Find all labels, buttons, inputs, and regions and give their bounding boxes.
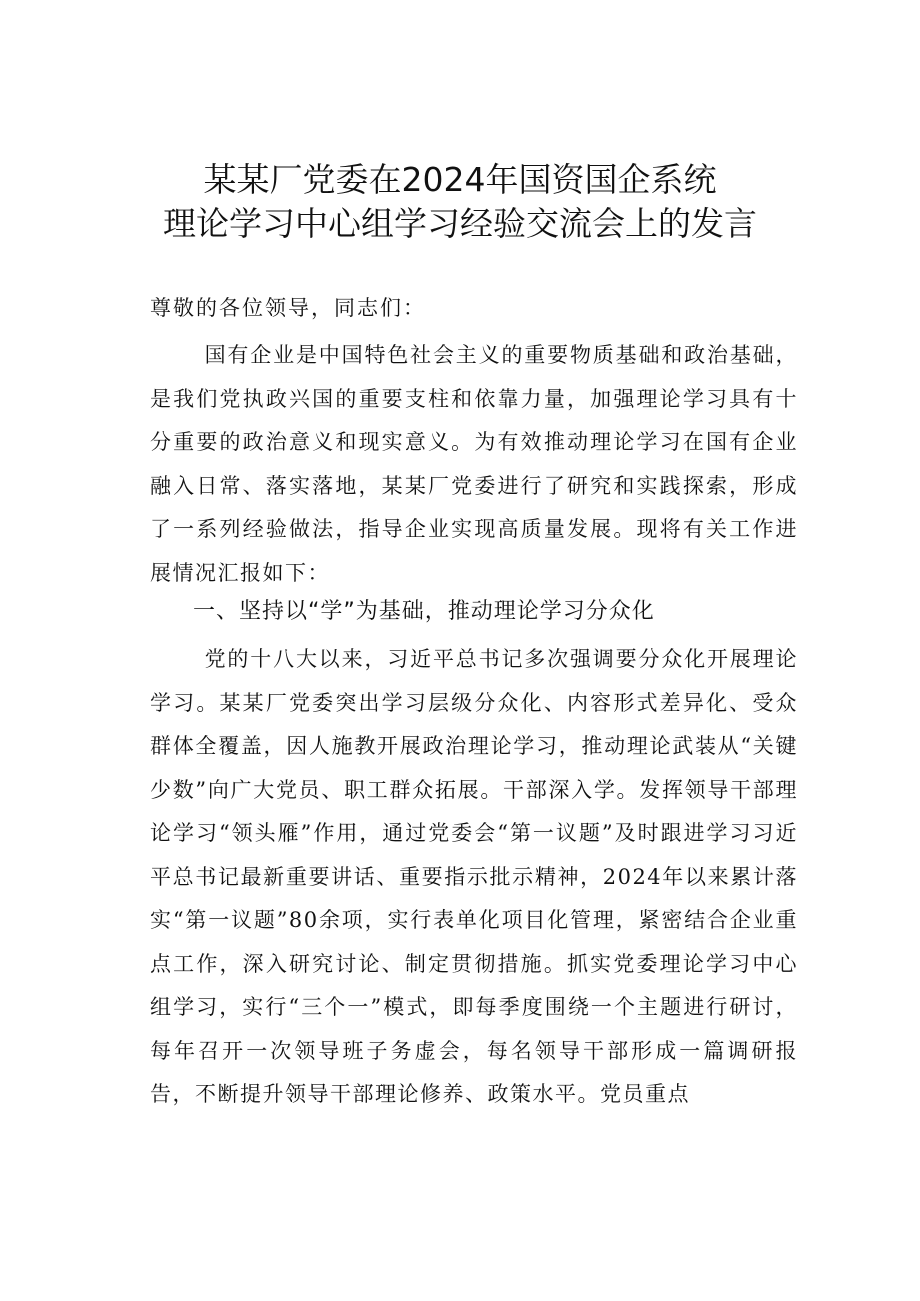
paragraph-section-1: 党的十八大以来，习近平总书记多次强调要分众化开展理论学习。某某厂党委突出学习层级分众化、内容形式差异化、受众群体全覆盖，因人施教开展政治理论学习，推动理论武装从“关键少数”向广大党员、职工群众拓展。干部深入学。发挥领导干部理论学习“领头雁”作用，通过党委会“第一议题”及时跟进学习习近平总书记最新重要讲话、重要指示批示精神，2024年以来累计落实“第一议题”80余项，实行表单化项目化管理，紧密结合企业重点工作，深入研究讨论、制定贯彻措施。抓实党委理论学习中心组学习，实行“三个一”模式，即每季度围绕一个主题进行研讨，每年召开一次领导班子务虚会，每名领导干部形成一篇调研报告，不断提升领导干部理论修养、政策水平。党员重点 [150,647,798,1106]
paragraph-intro: 国有企业是中国特色社会主义的重要物质基础和政治基础，是我们党执政兴国的重要支柱和依靠力量，加强理论学习具有十分重要的政治意义和现实意义。为有效推动理论学习在国有企业融入日常、落实落地，某某厂党委进行了研究和实践探索，形成了一系列经验做法，指导企业实现高质量发展。现将有关工作进展情况汇报如下： [150,343,798,585]
salutation: 尊敬的各位领导，同志们： [150,296,426,320]
section-heading-1: 一、坚持以“学”为基础，推动理论学习分众化 [193,599,655,624]
document-title-line-2: 理论学习中心组学习经验交流会上的发言 [163,204,757,243]
document-title-line-1: 某某厂党委在2024年国资国企系统 [203,160,717,199]
